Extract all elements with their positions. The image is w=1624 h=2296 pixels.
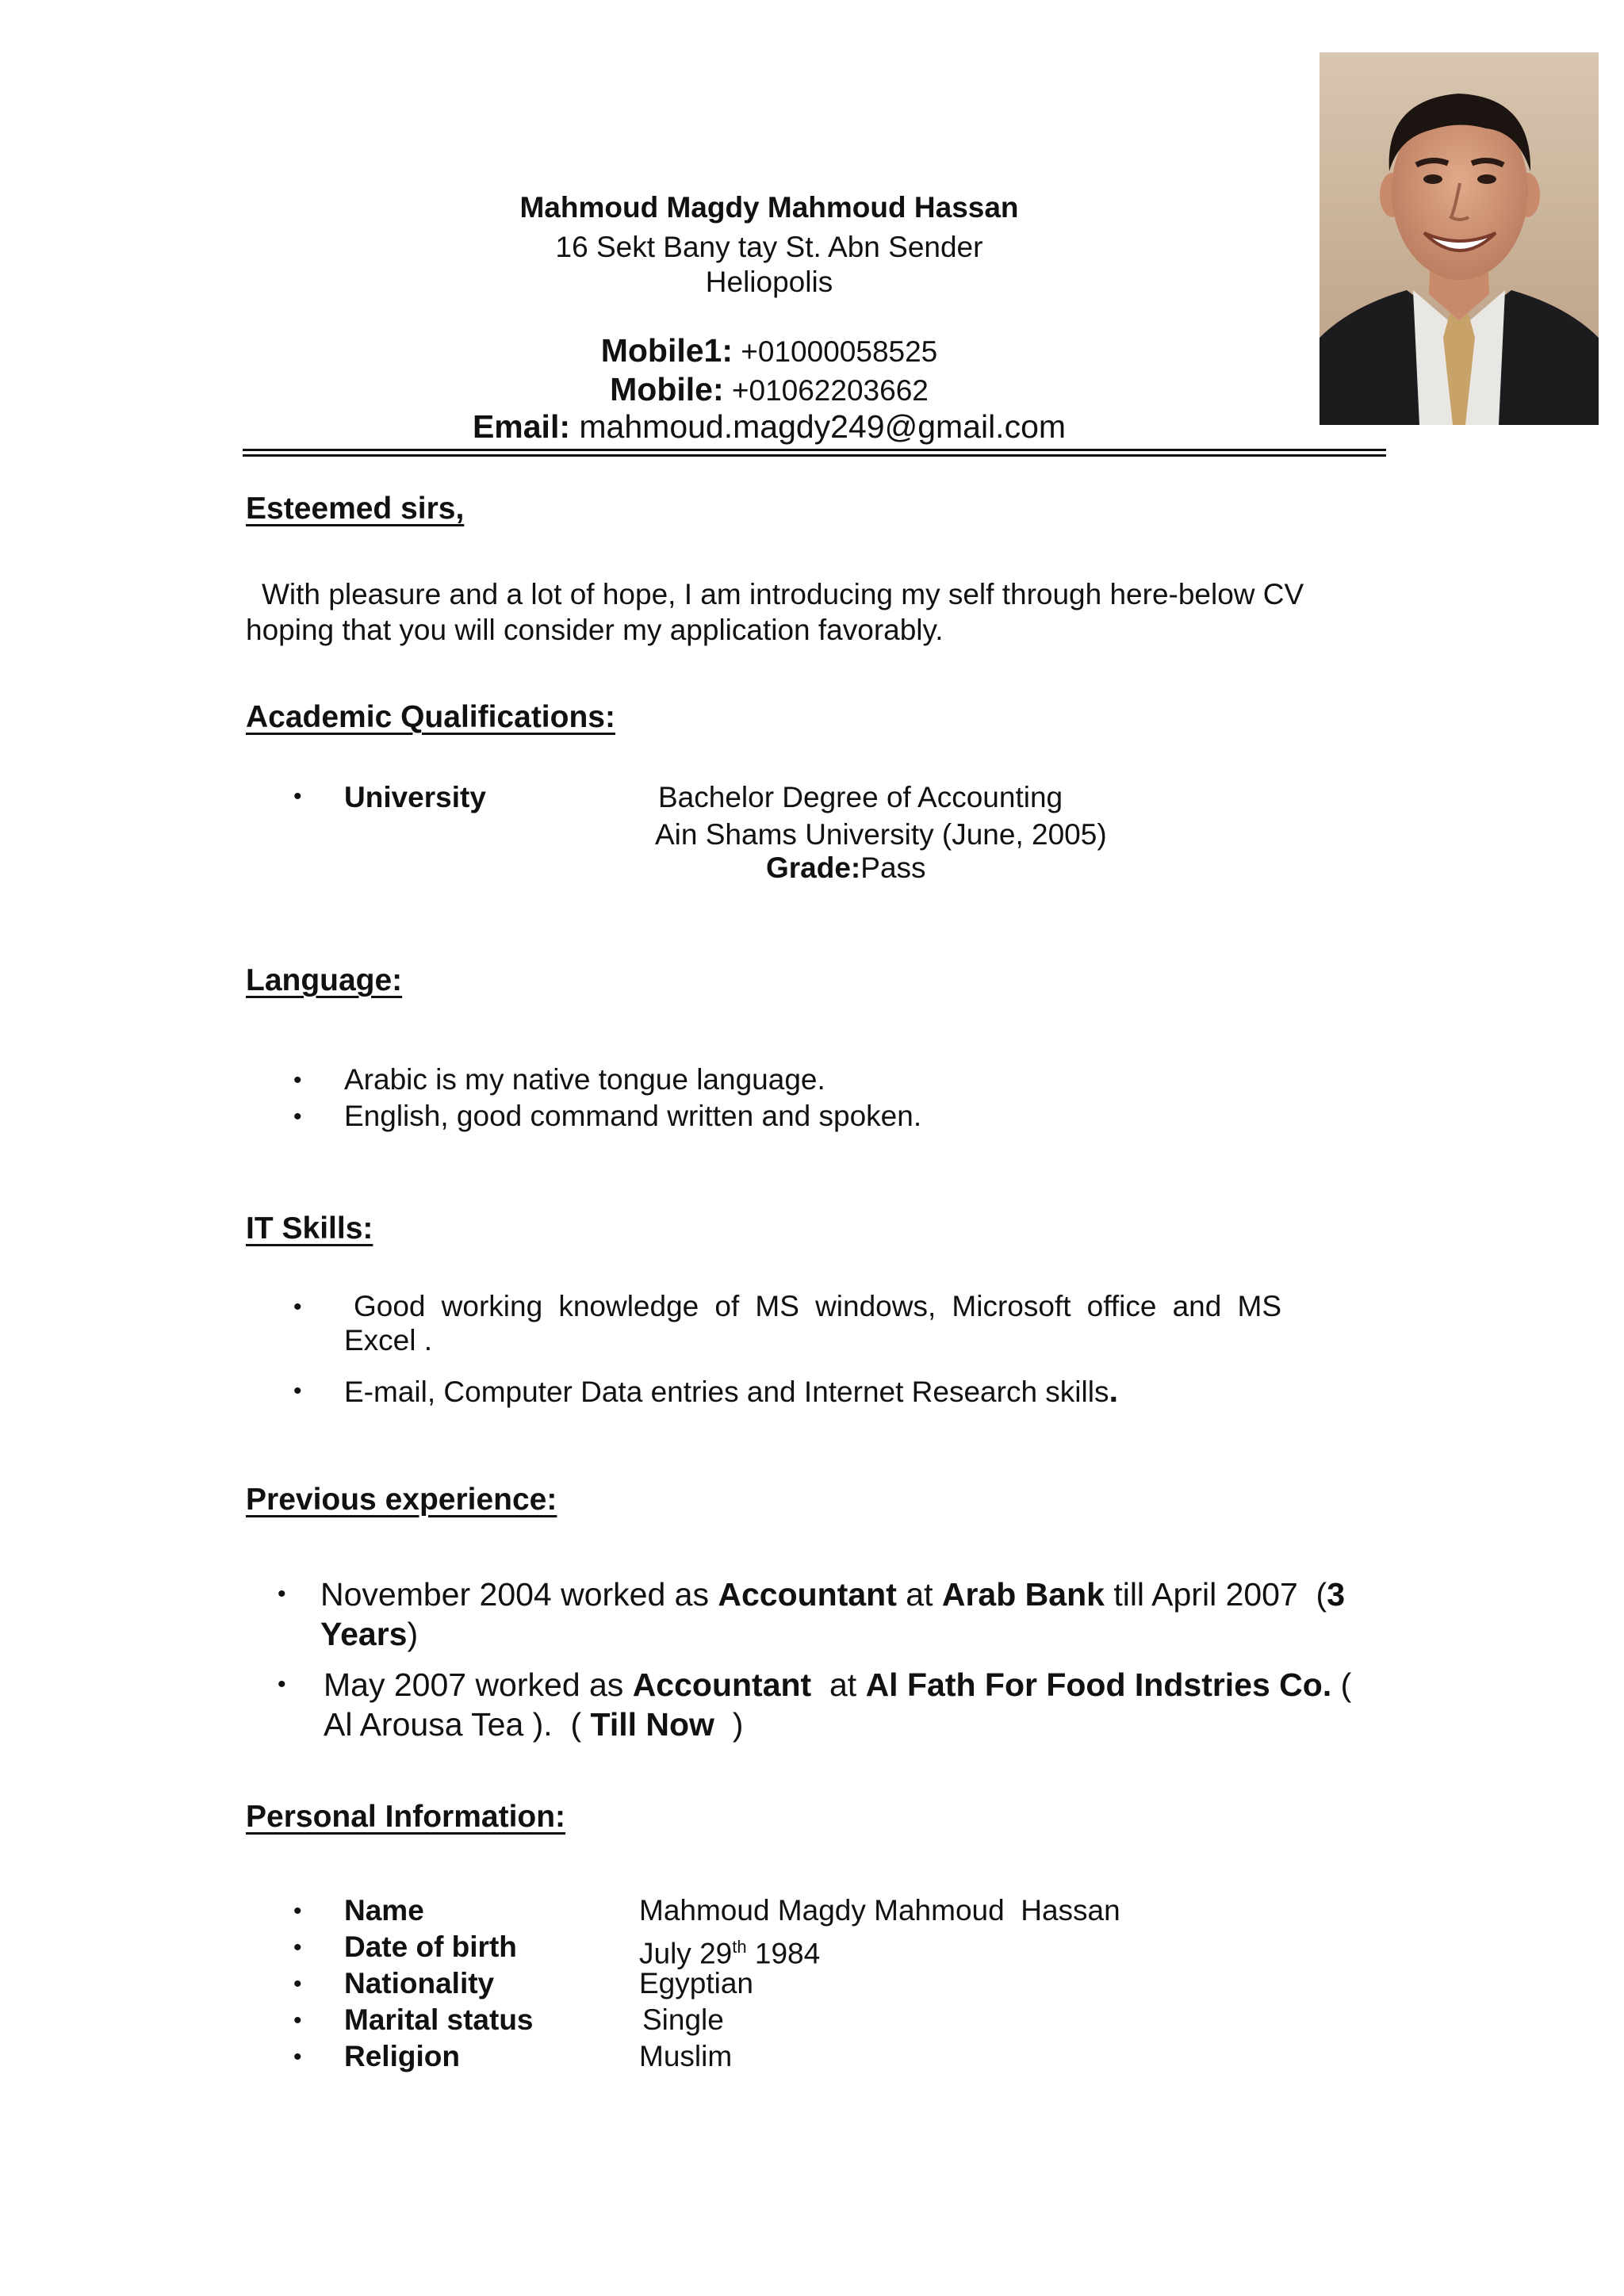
it-skill-2: [344, 1373, 1118, 1410]
personal-value: [639, 1930, 820, 1971]
personal-label: Marital status: [344, 2003, 534, 2036]
personal-value: Mahmoud Magdy Mahmoud Hassan: [639, 1894, 1120, 1927]
job-1-part: ): [407, 1616, 419, 1652]
job-2-employer: Al Fath For Food Indstries Co.: [865, 1667, 1332, 1703]
experience-job-2: [324, 1665, 1386, 1744]
job-1-line-1: [320, 1575, 1383, 1614]
job-1-employer: Arab Bank: [941, 1576, 1105, 1613]
job-1-part: till April 2007 (: [1104, 1576, 1327, 1613]
bullet-icon: •: [293, 783, 302, 809]
academic-school: Ain Shams University (June, 2005): [655, 818, 1107, 851]
language-heading: Language:: [246, 963, 403, 997]
applicant-name: Mahmoud Magdy Mahmoud Hassan: [519, 191, 1019, 224]
personal-value: Muslim: [639, 2040, 733, 2072]
job-2-part: May 2007 worked as: [324, 1667, 633, 1703]
mobile2-line: [238, 372, 1300, 408]
greeting: Esteemed sirs,: [246, 492, 465, 526]
personal-value: Egyptian: [639, 1967, 753, 1999]
dob-year: 1984: [746, 1937, 821, 1970]
bullet-icon: •: [278, 1581, 286, 1607]
address-line-2: Heliopolis: [705, 266, 833, 298]
academic-degree: Bachelor Degree of Accounting: [658, 781, 1063, 813]
bullet-icon: •: [293, 1294, 302, 1320]
academic-grade: [766, 851, 926, 886]
language-item: Arabic is my native tongue language.: [344, 1063, 825, 1096]
grade-value: Pass: [860, 851, 926, 884]
job-1-role: Accountant: [718, 1576, 897, 1613]
job-1-text: [320, 1575, 1345, 1614]
job-1-line-2: [320, 1614, 1383, 1654]
email-label: Email:: [472, 408, 570, 445]
personal-label: Date of birth: [344, 1931, 517, 1963]
bullet-icon: •: [293, 1934, 302, 1961]
mobile2-value: +01062203662: [731, 374, 929, 407]
address-line-1: 16 Sekt Bany tay St. Abn Sender: [555, 231, 983, 263]
job-2-part: (: [1331, 1667, 1352, 1703]
it-skills-heading: IT Skills:: [246, 1211, 373, 1246]
job-1-duration-number: 3: [1327, 1576, 1346, 1613]
academic-label: University: [344, 781, 486, 813]
job-2-status: Till Now: [590, 1706, 714, 1743]
mobile1-value: +01000058525: [741, 335, 938, 368]
academic-heading: Academic Qualifications:: [246, 700, 615, 734]
it-skill-2-text: E-mail, Computer Data entries and Internet Research skills: [344, 1376, 1109, 1408]
mobile1-line: [238, 333, 1300, 369]
job-2-part: ): [714, 1706, 744, 1743]
dob-month-day: July 29: [639, 1937, 733, 1970]
intro-line-2: hoping that you will consider my application favorably.: [246, 614, 944, 646]
email-line: [238, 409, 1300, 444]
bullet-icon: •: [293, 1971, 302, 1997]
it-skill-1-line-1: Good working knowledge of MS windows, Microsoft office and MS: [354, 1290, 1281, 1322]
bullet-icon: •: [293, 1067, 302, 1093]
bullet-icon: •: [293, 1898, 302, 1924]
experience-heading: Previous experience:: [246, 1483, 557, 1517]
job-2-line-1: [324, 1665, 1386, 1705]
intro-line-1: With pleasure and a lot of hope, I am introducing my self through here-below CV: [262, 578, 1304, 610]
personal-heading: Personal Information:: [246, 1800, 566, 1834]
job-2-part: at: [811, 1667, 866, 1703]
job-2-role: Accountant: [632, 1667, 812, 1703]
job-1-part: at: [896, 1576, 942, 1613]
personal-label: Religion: [344, 2040, 460, 2072]
experience-job-1: [320, 1575, 1383, 1654]
personal-label: Name: [344, 1894, 424, 1927]
mobile2-label: Mobile:: [610, 371, 724, 408]
job-1-duration-unit: Years: [320, 1616, 408, 1652]
bullet-icon: •: [278, 1671, 286, 1697]
bullet-icon: •: [293, 1378, 302, 1404]
mobile1-label: Mobile1:: [600, 332, 733, 369]
job-2-line-2: [324, 1705, 1386, 1744]
dob-ordinal: th: [732, 1937, 747, 1957]
job-2-part: Al Arousa Tea ). (: [324, 1706, 591, 1743]
it-skill-2-period: .: [1109, 1372, 1119, 1409]
bullet-icon: •: [293, 1104, 302, 1130]
personal-value: Single: [642, 2003, 724, 2036]
header-divider-bottom: [243, 454, 1386, 457]
bullet-icon: •: [293, 2044, 302, 2070]
profile-photo: [1320, 52, 1599, 425]
bullet-icon: •: [293, 2007, 302, 2034]
personal-label: Nationality: [344, 1967, 495, 1999]
header-divider-top: [243, 449, 1386, 451]
grade-label: Grade:: [766, 851, 861, 884]
email-value: mahmoud.magdy249@gmail.com: [579, 408, 1067, 445]
job-1-part: November 2004 worked as: [320, 1576, 718, 1613]
language-item: English, good command written and spoken.: [344, 1100, 922, 1132]
it-skill-1-line-2: Excel .: [344, 1324, 433, 1357]
